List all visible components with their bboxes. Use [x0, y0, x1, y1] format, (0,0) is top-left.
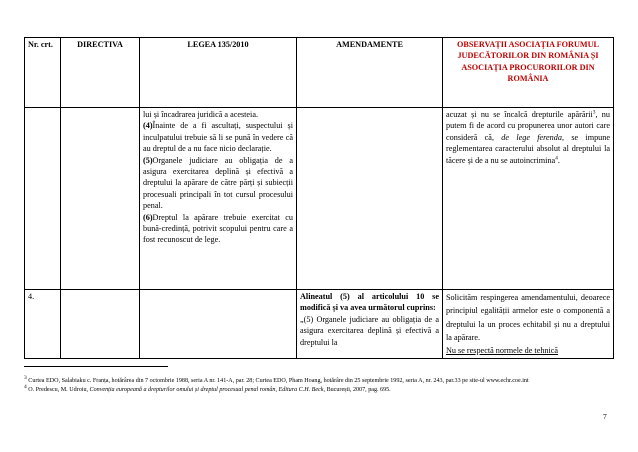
lege-paragraph: (6)Dreptul la apărare trebuie exercitat cu bună-credință, potrivit scopului pentru care a fost recunoscut de lege. — [143, 212, 293, 245]
observatii-paragraph: acuzat și nu se încalcă drepturile apărării$^3$, nu putem fi de acord cu propunerea unor autori care consideră că, de lege ferenda, se impune reglementarea caracterului absolut al dreptului la tăcere și de a nu se autoincrimina$^4$. — [446, 109, 610, 165]
lege-paragraph: (4)Înainte de a fi ascultați, suspectului și inculpatului trebuie să li se pună în vedere că au dreptul de a nu face nicio declarație. — [143, 121, 293, 154]
paragraph-number: (5) — [143, 155, 153, 165]
lege-paragraph: (5)Organele judiciare au obligația de a asigura exercitarea deplină și efectivă a dreptului la apărare de către părți și subiecții procesuali principali în tot cursul procesului penal. — [143, 155, 293, 211]
footnote-separator — [24, 366, 168, 367]
row2-directiva-cell — [61, 290, 140, 359]
table-row — [25, 290, 614, 359]
row2-observatii-cell — [443, 290, 614, 359]
amendment-text: „(5) Organele judiciare au obligația de a asigura exercitarea deplină și efectivă a dreptului la — [300, 314, 439, 347]
table-row — [25, 108, 614, 290]
row1-amendamente-cell — [297, 108, 443, 290]
header-nr-crt: Nr. crt. — [25, 38, 61, 108]
row2-nr-cell: 4. — [25, 290, 61, 359]
paragraph-number: (6) — [143, 212, 153, 222]
header-observatii: OBSERVAȚII ASOCIAȚIA FORUMUL JUDECĂTORILOR DIN ROMÂNIA ȘI ASOCIAȚIA PROCURORILOR DIN ROMÂNIA — [443, 38, 614, 108]
legislation-comparison-table — [24, 37, 614, 359]
footnote-item: $^3$ Curtea EDO, Salabiaku c. Franța, hotărârea din 7 octombrie 1988, seria A nr. 141-A, par. 28; Curtea EDO, Pham Hoang, hotărâre din 25 septembrie 1992, seria A, nr. 243, par.33 pe site-ul www.echr.coe.int — [24, 374, 529, 384]
header-row — [25, 38, 614, 108]
footnote-ref[interactable]: 3 — [592, 109, 596, 116]
header-directiva: DIRECTIVA — [61, 38, 140, 108]
row2-lege-cell — [140, 290, 297, 359]
row1-lege-cell — [140, 108, 297, 290]
row2-amendamente-cell — [297, 290, 443, 359]
amendment-heading: Alineatul (5) al articolului 10 se modifică și va avea următorul cuprins: — [300, 292, 439, 313]
page-number: 7 — [603, 412, 607, 421]
row1-directiva-cell — [61, 108, 140, 290]
header-legea: LEGEA 135/2010 — [140, 38, 297, 108]
footnotes — [24, 374, 613, 396]
row1-observatii-cell — [443, 108, 614, 290]
row1-nr-cell — [25, 108, 61, 290]
header-amendamente: AMENDAMENTE — [297, 38, 443, 108]
lege-paragraph: lui și încadrarea juridică a acesteia. — [143, 110, 259, 119]
observatii-paragraph: Nu se respectă normele de tehnică — [446, 346, 559, 356]
observatii-paragraph: Solicităm respingerea amendamentului, deoarece principiul egalității armelor este o componentă a dreptului la un proces echitabil și nu a dreptului la apărare. — [446, 293, 610, 342]
paragraph-number: (4) — [143, 121, 153, 131]
footnote-item: $^4$ O. Predescu, M. Udroiu, Convenția europeană a drepturilor omului și dreptul procesual penal român, Editura C.H. Beck, București, 2007, pag. 695. — [24, 384, 391, 394]
footnote-ref[interactable]: 4 — [555, 154, 558, 161]
